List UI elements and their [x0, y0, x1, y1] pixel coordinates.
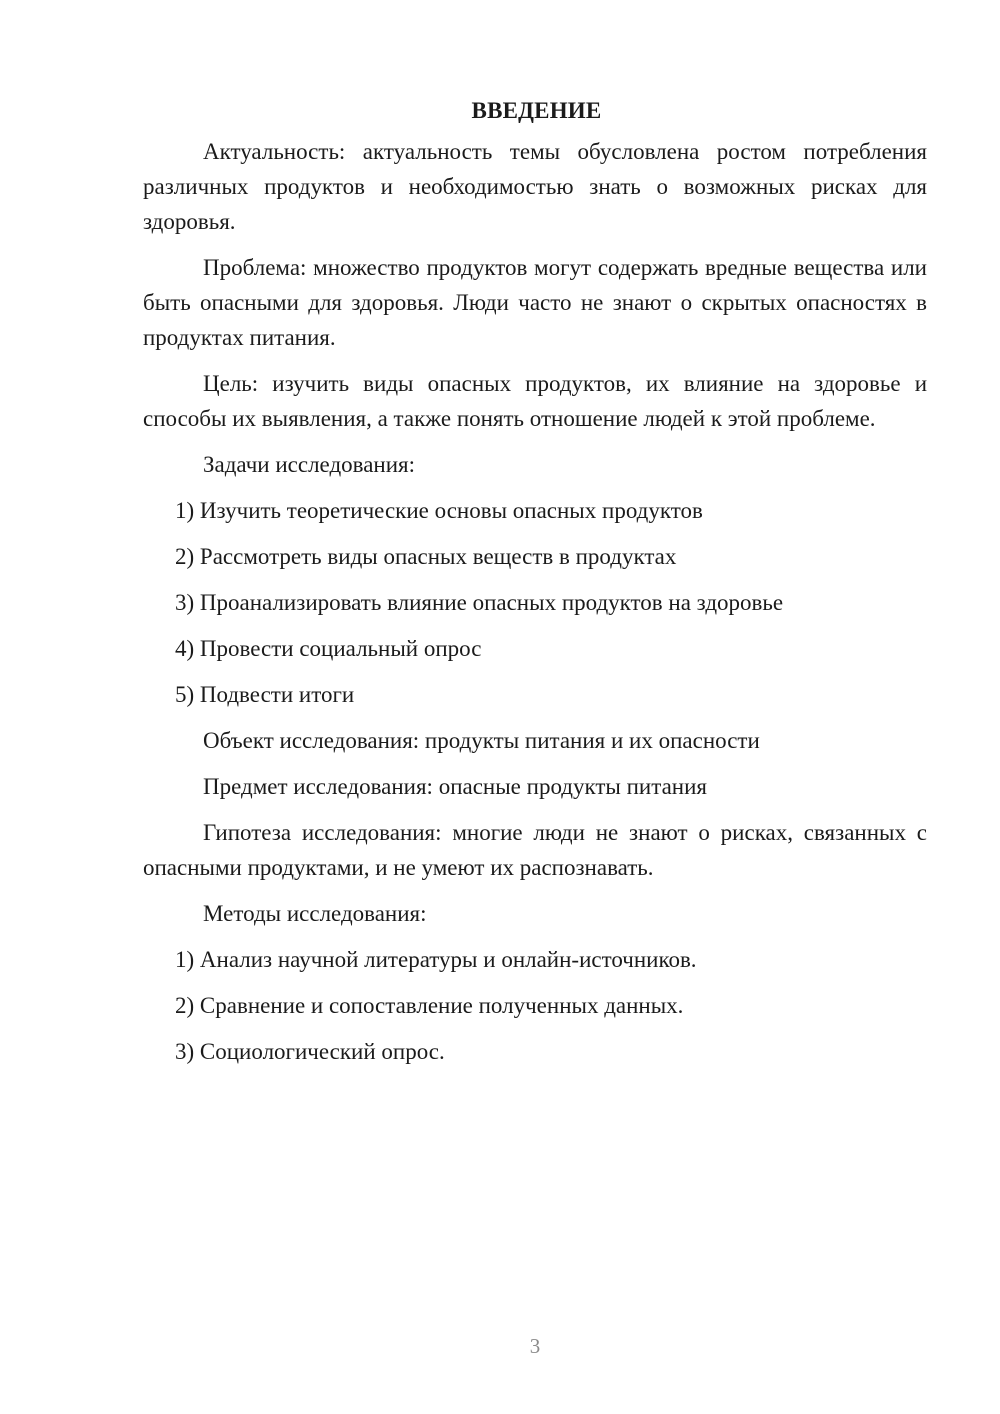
problem-paragraph: Проблема: множество продуктов могут содержать вредные вещества или быть опасными для здоровья. Люди часто не знают о скрытых опасностях в продуктах питания. [143, 255, 927, 350]
relevance-paragraph: Актуальность: актуальность темы обусловлена ростом потребления различных продуктов и необходимостью знать о возможных рисках для здоровья. [143, 139, 927, 234]
method-item: 2) Сравнение и сопоставление полученных данных. [175, 993, 684, 1018]
method-item: 3) Социологический опрос. [175, 1039, 445, 1064]
object-paragraph: Объект исследования: продукты питания и их опасности [203, 728, 760, 753]
task-item: 1) Изучить теоретические основы опасных продуктов [175, 498, 703, 523]
task-item: 2) Рассмотреть виды опасных веществ в продуктах [175, 544, 677, 569]
page-content [143, 93, 927, 1080]
methods-list [143, 942, 927, 1069]
subject-paragraph: Предмет исследования: опасные продукты питания [203, 774, 707, 799]
hypothesis-paragraph: Гипотеза исследования: многие люди не знают о рисках, связанных с опасными продуктами, и не умеют их распознавать. [143, 820, 927, 880]
task-item: 5) Подвести итоги [175, 682, 355, 707]
task-item: 3) Проанализировать влияние опасных продуктов на здоровье [175, 590, 784, 615]
tasks-heading: Задачи исследования: [203, 452, 416, 477]
methods-heading: Методы исследования: [203, 901, 427, 926]
goal-paragraph: Цель: изучить виды опасных продуктов, их влияние на здоровье и способы их выявления, а также понять отношение людей к этой проблеме. [143, 371, 927, 431]
task-item: 4) Провести социальный опрос [175, 636, 482, 661]
tasks-list [143, 493, 927, 712]
method-item: 1) Анализ научной литературы и онлайн-источников. [175, 947, 697, 972]
section-title: ВВЕДЕНИЕ [471, 98, 602, 123]
page-number: 3 [529, 1334, 541, 1358]
